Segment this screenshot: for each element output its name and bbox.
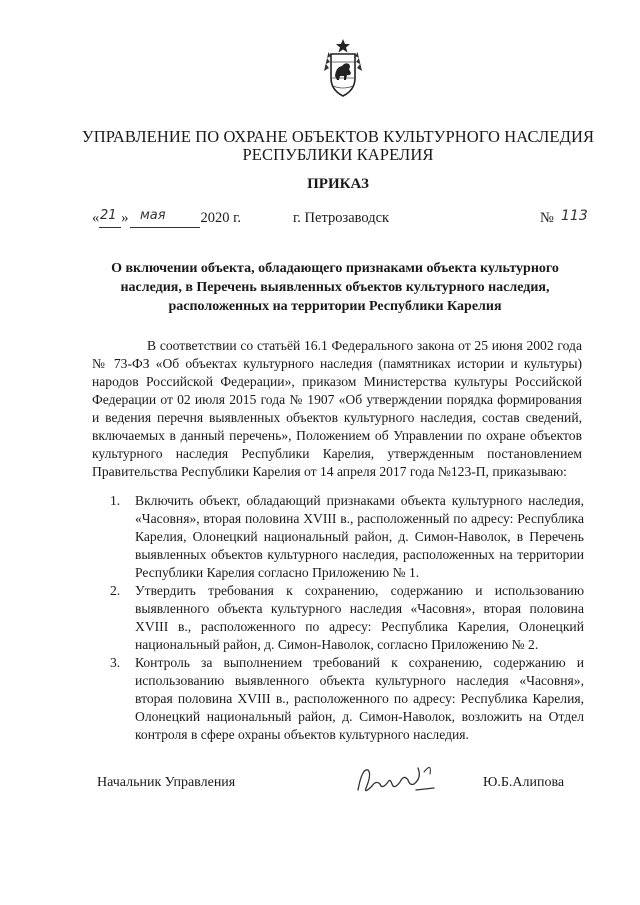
preamble-paragraph: В соответствии со статьёй 16.1 Федерального закона от 25 июня 2002 года № 73-ФЗ «Об объектах культурного наследия (памятниках истории и культуры) народов Российской Федерации», приказом Министерства культуры Российской Федерации от 02 июля 2015 года № 1907 «Об утверждении порядка формирования и ведения перечня выявленных объектов культурного наследия, состав сведений, включаемых в данный перечень», Положением об Управлении по охране объектов культурного наследия Республики Карелия, утвержденным постановлением Правительства Республики Карелия от 14 апреля 2017 года №123-П, приказываю:: [92, 338, 582, 479]
list-item-number: 1.: [110, 493, 121, 508]
subject-line: расположенных на территории Республики Карелия: [168, 299, 502, 314]
date-day-handwritten: 21: [100, 208, 117, 223]
list-item-text: Контроль за выполнением требований к сохранению, содержанию и использованию выявленного объекта культурного наследия «Часовня», вторая половина XVIII в., расположенного по адресу: Республика Карелия, Олонецкий национальный район, д. Симон-Наволок, возложить на Отдел контроля в сфере охраны объектов культурного наследия.: [135, 655, 584, 742]
order-number-label: №: [540, 210, 554, 226]
list-item: [92, 654, 584, 744]
list-item: [92, 492, 584, 582]
order-number-handwritten: 113: [561, 208, 588, 224]
date-month-handwritten: мая: [140, 208, 166, 223]
subject-line: наследия, в Перечень выявленных объектов культурного наследия,: [120, 280, 550, 295]
organization-name-line2: РЕСПУБЛИКИ КАРЕЛИЯ: [242, 145, 434, 164]
list-item-text: Утвердить требования к сохранению, содержанию и использованию выявленного объекта культурного наследия «Часовня», вторая половина XVIII в., расположенного по адресу: Республика Карелия, Олонецкий национальный район, д. Симон-Наволок, согласно Приложению № 2.: [135, 583, 584, 652]
list-item-number: 3.: [110, 655, 121, 670]
list-item: [92, 582, 584, 654]
month-underline: [130, 227, 200, 228]
organization-name-line1: УПРАВЛЕНИЕ ПО ОХРАНЕ ОБЪЕКТОВ КУЛЬТУРНОГО НАСЛЕДИЯ: [81, 127, 595, 146]
subject-line: О включении объекта, обладающего признаками объекта культурного: [111, 261, 559, 276]
signatory-position: Начальник Управления: [97, 775, 236, 790]
signatory-name: Ю.Б.Алипова: [483, 775, 565, 790]
document-type-title: ПРИКАЗ: [307, 176, 369, 192]
order-items-list: [92, 492, 584, 744]
coat-of-arms-icon: [318, 38, 368, 100]
date-close-quote: »: [121, 210, 129, 226]
order-subject: [85, 259, 585, 316]
date-open-quote: «: [92, 210, 100, 226]
list-item-number: 2.: [110, 583, 121, 598]
day-underline: [99, 227, 121, 228]
city-name: г. Петрозаводск: [293, 210, 390, 226]
order-date: [92, 210, 241, 227]
list-item-text: Включить объект, обладающий признаками объекта культурного наследия, «Часовня», вторая половина XVIII в., расположенный по адресу: Республика Карелия, Олонецкий национальный район, д. Симон-Наволок, в Перечень выявленных объектов культурного наследия, расположенных на территории Республики Карелия согласно Приложению № 1.: [135, 493, 584, 580]
date-year: 2020 г.: [200, 210, 242, 226]
handwritten-signature: [352, 760, 452, 800]
